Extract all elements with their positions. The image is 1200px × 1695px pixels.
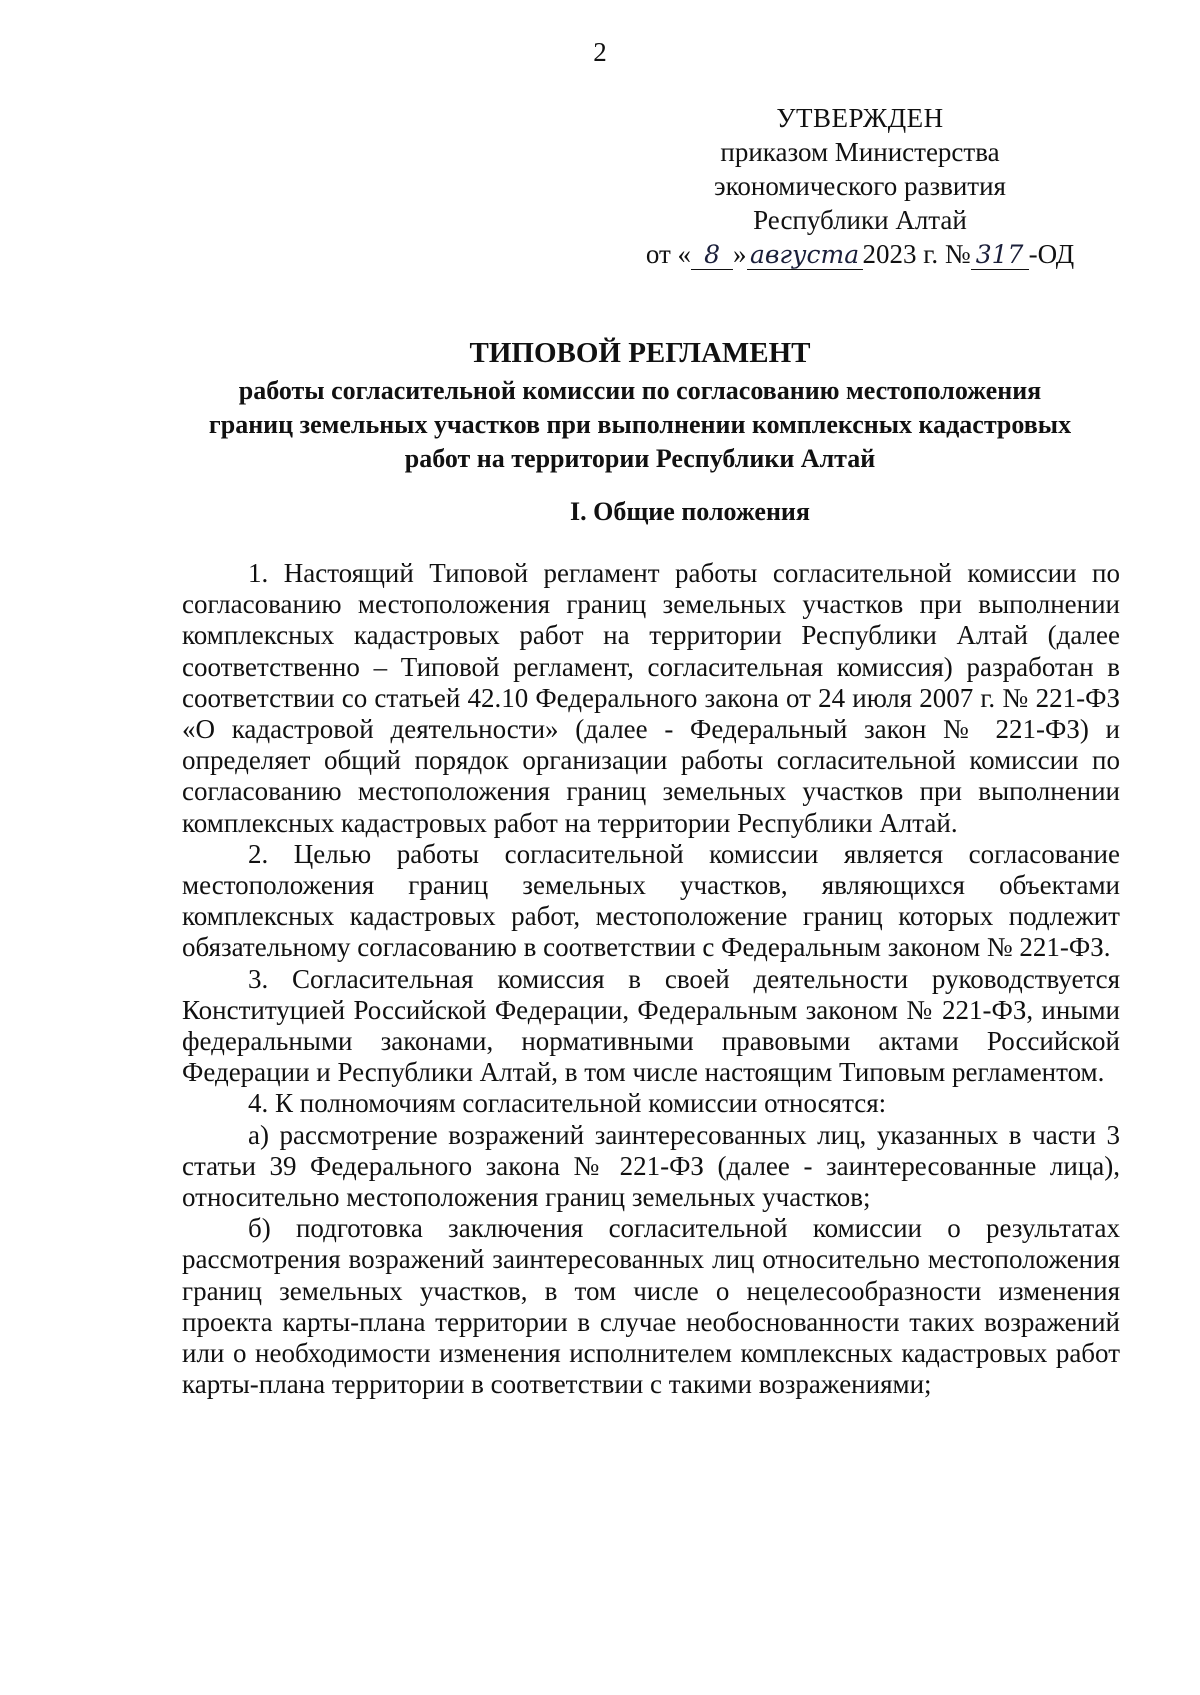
paragraph: 1. Настоящий Типовой регламент работы согласительной комиссии по согласованию местоположения границ земельных участков при выполнении комплексных кадастровых работ на территории Республики Алтай (далее соответственно – Типовой регламент, согласительная комиссия) разработан в соответствии со статьей 42.10 Федерального закона от 24 июля 2007 г. № 221-ФЗ «О кадастровой деятельности» (далее - Федеральный закон № 221-ФЗ) и определяет общий порядок организации работы согласительной комиссии по согласованию местоположения границ земельных участков при выполнении комплексных кадастровых работ на территории Республики Алтай.: [182, 558, 1120, 838]
document-body: [182, 558, 1120, 1400]
order-year: 2023 г. №: [862, 239, 971, 269]
section-heading: I. Общие положения: [570, 497, 810, 526]
order-day-handwritten: 8: [691, 241, 733, 270]
order-date-line: [600, 237, 1120, 271]
approval-heading: УТВЕРЖДЕН: [776, 103, 944, 133]
paragraph: 3. Согласительная комиссия в своей деятельности руководствуется Конституцией Российской Федерации, Федеральным законом № 221-ФЗ, иными федеральными законами, нормативными правовыми актами Российской Федерации и Республики Алтай, в том числе настоящим Типовым регламентом.: [182, 963, 1120, 1088]
order-month-handwritten: августа: [747, 241, 863, 270]
approval-line: приказом Министерства: [720, 137, 1000, 167]
document-title: ТИПОВОЙ РЕГЛАМЕНТ: [469, 337, 811, 369]
approval-line: Республики Алтай: [753, 205, 967, 235]
paragraph: 4. К полномочиям согласительной комиссии относятся:: [248, 1088, 887, 1119]
document-title-block: [200, 336, 1080, 476]
order-mid: »: [733, 239, 747, 269]
document-subtitle: работы согласительной комиссии по согласованию местоположения границ земельных участков при выполнении комплексных кадастровых работ на территории Республики Алтай: [208, 376, 1072, 473]
order-prefix: от «: [645, 239, 692, 269]
approval-stamp: [600, 101, 1120, 271]
paragraph: а) рассмотрение возражений заинтересованных лиц, указанных в части 3 статьи 39 Федерального закона № 221-ФЗ (далее - заинтересованные лица), относительно местоположения границ земельных участков;: [182, 1119, 1120, 1213]
approval-line: экономического развития: [714, 171, 1006, 201]
order-suffix: -ОД: [1028, 239, 1075, 269]
page-number: 2: [593, 37, 607, 67]
order-number-handwritten: 317: [971, 241, 1029, 270]
paragraph: 2. Целью работы согласительной комиссии является согласование местоположения границ земельных участков, являющихся объектами комплексных кадастровых работ, местоположение границ которых подлежит обязательному согласованию в соответствии с Федеральным законом № 221-ФЗ.: [182, 838, 1120, 963]
paragraph: б) подготовка заключения согласительной комиссии о результатах рассмотрения возражений заинтересованных лиц относительно местоположения границ земельных участков, в том числе о нецелесообразности изменения проекта карты-плана территории в случае необоснованности таких возражений или о необходимости изменения исполнителем комплексных кадастровых работ карты-плана территории в соответствии с такими возражениями;: [182, 1213, 1120, 1400]
